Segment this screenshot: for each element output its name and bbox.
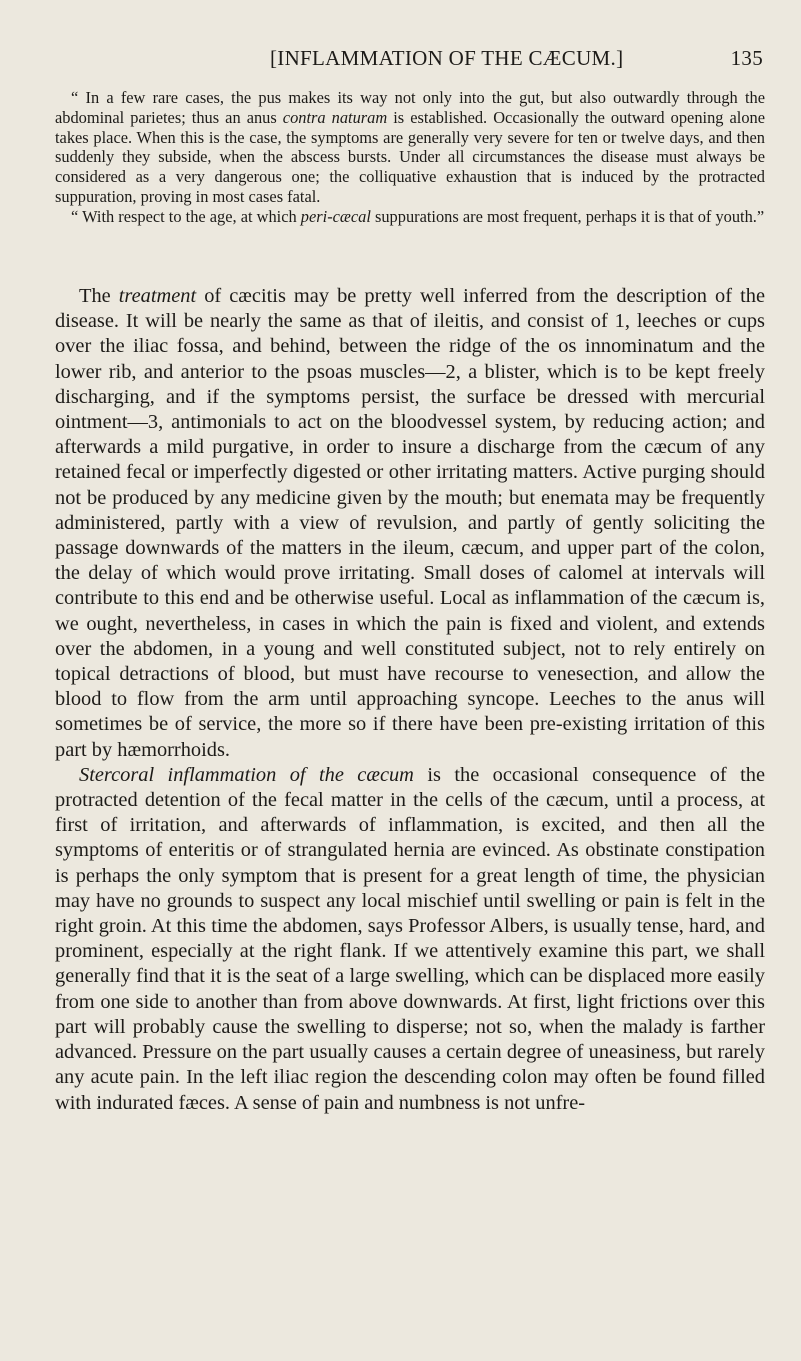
quote-text: “ In a few rare cases, the pus makes its way not only into the gut, but also outwardly through the abdominal parietes; thus an anus: [55, 88, 765, 127]
quoted-passage: [55, 88, 765, 227]
body-paragraph-treatment: [55, 284, 765, 763]
page-number: 135: [730, 46, 763, 70]
body-text: The: [79, 285, 119, 307]
italic-term: contra naturam: [282, 107, 388, 127]
quote-paragraph-2: [55, 207, 765, 227]
italic-term: Stercoral inflammation of the cæcum: [79, 763, 414, 786]
body-paragraph-stercoral: [55, 763, 765, 1116]
main-text: [55, 284, 765, 1116]
italic-term: treatment: [118, 285, 197, 307]
running-header: [270, 46, 763, 76]
italic-term: peri-cæcal: [300, 206, 371, 226]
body-text: of cæcitis may be pretty well inferred from the description of the disease. It will be nearly the same as that of ileitis, and consist of 1, leeches or cups over the iliac fossa, and behind, between the ridge of the os innominatum and the lower rib, and anterior to the psoas muscles—2, a blister, which is to be kept freely discharging, and if the symptoms persist, the surface be dressed with mercurial ointment—3, antimonials to act on the bloodvessel system, by reducing action; and afterwards a mild purgative, in order to insure a discharge from the cæcum of any retained fecal or imperfectly digested or other irritating matters. Active purging should not be produced by any medicine given by the mouth; but enemata may be frequently administered, partly with a view of revulsion, and partly of gently soliciting the passage downwards of the matters in the ileum, cæcum, and upper part of the colon, the delay of which would prove irritating. Small doses of calomel at intervals will contribute to this end and be otherwise useful. Local as inflammation of the cæcum is, we ought, nevertheless, in cases in which the pain is fixed and violent, and extends over the abdomen, in a young and well constituted subject, not to rely entirely on topical detractions of blood, but must have recourse to venesection, and allow the blood to flow from the arm until approaching syncope. Leeches to the anus will sometimes be of service, the more so if there have been pre-existing irritation of this part by hæmorrhoids.: [55, 285, 765, 761]
running-title: [INFLAMMATION OF THE CÆCUM.]: [270, 46, 624, 70]
quote-paragraph-1: [55, 88, 765, 207]
quote-text: is established. Occasionally the outward opening alone takes place. When this is the case, the symptoms are generally very severe for ten or twelve days, and then suddenly they subside, when the abscess bursts. Under all circumstances the disease must always be considered as a very dangerous one; the colliquative exhaustion that is induced by the protracted suppuration, proving in most cases fatal.: [55, 107, 765, 206]
quote-text: “ With respect to the age, at which: [71, 206, 301, 226]
body-text: is the occasional consequence of the protracted detention of the fecal matter in the cells of the cæcum, until a process, at first of irritation, and afterwards of inflammation, is excited, and then all the symptoms of enteritis or of strangulated hernia are evinced. As obstinate constipation is perhaps the only symptom that is present for a great length of time, the physician may have no grounds to suspect any local mischief until swelling or pain is felt in the right groin. At this time the abdomen, says Professor Albers, is usually tense, hard, and prominent, especially at the right flank. If we attentively examine this part, we shall generally find that it is the seat of a large swelling, which can be displaced more easily from one side to another than from above downwards. At first, light frictions over this part will probably cause the swelling to disperse; not so, when the malady is farther advanced. Pressure on the part usually causes a certain degree of uneasiness, but rarely any acute pain. In the left iliac region the descending colon may often be found filled with indurated fæces. A sense of pain and numbness is not unfre-: [55, 763, 765, 1114]
quote-text: suppurations are most frequent, perhaps it is that of youth.”: [370, 206, 765, 226]
